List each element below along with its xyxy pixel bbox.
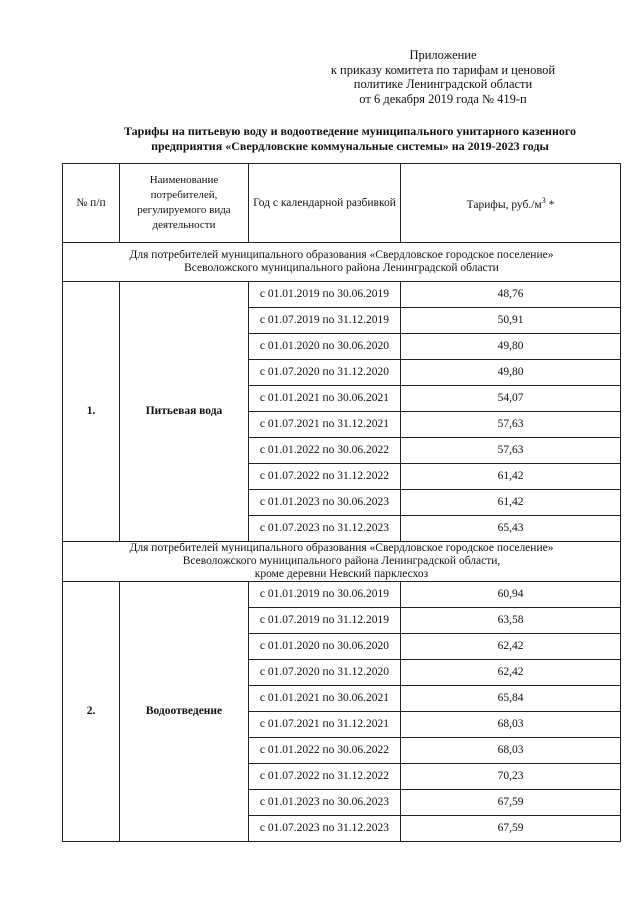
tariff-cell: 61,42 xyxy=(401,464,621,490)
tariff-cell: 61,42 xyxy=(401,490,621,516)
section-heading-row xyxy=(63,243,621,282)
tariff-cell: 57,63 xyxy=(401,412,621,438)
tariff-cell: 57,63 xyxy=(401,438,621,464)
appendix-line: к приказу комитета по тарифам и ценовой xyxy=(330,62,556,77)
tariff-table xyxy=(62,163,621,842)
tariff-cell: 60,94 xyxy=(401,582,621,608)
tariff-cell: 68,03 xyxy=(401,738,621,764)
section-heading-row xyxy=(63,542,621,582)
tariff-cell: 48,76 xyxy=(401,282,621,308)
period-cell: с 01.07.2019 по 31.12.2019 xyxy=(249,308,401,334)
section-heading-line: Для потребителей муниципального образования «Свердловское городское поселение» xyxy=(129,542,554,554)
tariff-cell: 67,59 xyxy=(401,816,621,842)
tariff-cell: 65,43 xyxy=(401,516,621,542)
service-name: Водоотведение xyxy=(120,582,249,842)
service-name: Питьевая вода xyxy=(120,282,249,542)
period-cell: с 01.01.2023 по 30.06.2023 xyxy=(249,790,401,816)
section-heading xyxy=(63,243,621,282)
period-cell: с 01.07.2019 по 31.12.2019 xyxy=(249,608,401,634)
tariff-cell: 67,59 xyxy=(401,790,621,816)
header-number: № п/п xyxy=(63,164,120,243)
period-cell: с 01.07.2022 по 31.12.2022 xyxy=(249,464,401,490)
period-cell: с 01.01.2022 по 30.06.2022 xyxy=(249,438,401,464)
period-cell: с 01.01.2020 по 30.06.2020 xyxy=(249,634,401,660)
tariff-cell: 50,91 xyxy=(401,308,621,334)
header-period: Год с календарной разбивкой xyxy=(249,164,401,243)
title-line: предприятия «Свердловские коммунальные системы» на 2019-2023 годы xyxy=(151,138,549,153)
tariff-cell: 70,23 xyxy=(401,764,621,790)
title-line: Тарифы на питьевую воду и водоотведение муниципального унитарного казенного xyxy=(123,124,577,138)
period-cell: с 01.01.2023 по 30.06.2023 xyxy=(249,490,401,516)
period-cell: с 01.01.2019 по 30.06.2019 xyxy=(249,582,401,608)
section-heading-line: Всеволожского муниципального района Ленинградской области, xyxy=(182,555,501,567)
row-number: 1. xyxy=(63,282,120,542)
tariff-cell: 54,07 xyxy=(401,386,621,412)
period-cell: с 01.01.2019 по 30.06.2019 xyxy=(249,282,401,308)
period-cell: с 01.01.2020 по 30.06.2020 xyxy=(249,334,401,360)
period-cell: с 01.07.2021 по 31.12.2021 xyxy=(249,712,401,738)
period-cell: с 01.07.2020 по 31.12.2020 xyxy=(249,360,401,386)
header-tariff xyxy=(401,164,621,243)
section-heading xyxy=(63,542,621,582)
tariff-cell: 62,42 xyxy=(401,660,621,686)
tariff-cell: 49,80 xyxy=(401,334,621,360)
header-tariff-superscript: 3 xyxy=(541,196,546,206)
header-tariff-footnote-mark: * xyxy=(545,198,555,211)
period-cell: с 01.07.2023 по 31.12.2023 xyxy=(249,816,401,842)
period-cell: с 01.07.2020 по 31.12.2020 xyxy=(249,660,401,686)
section-heading-line: Всеволожского муниципального района Ленинградской области xyxy=(184,262,499,274)
period-cell: с 01.01.2021 по 30.06.2021 xyxy=(249,686,401,712)
period-cell: с 01.07.2022 по 31.12.2022 xyxy=(249,764,401,790)
appendix-line: политике Ленинградской области xyxy=(353,77,533,91)
header-consumer-name: Наименование потребителей, регулируемого вида деятельности xyxy=(120,164,249,243)
appendix-line: Приложение xyxy=(409,48,477,62)
appendix-line: от 6 декабря 2019 года № 419-п xyxy=(359,91,527,106)
table-row xyxy=(63,582,621,608)
period-cell: с 01.01.2021 по 30.06.2021 xyxy=(249,386,401,412)
table-header-row xyxy=(63,164,621,243)
table-row xyxy=(63,282,621,308)
tariff-cell: 62,42 xyxy=(401,634,621,660)
tariff-cell: 68,03 xyxy=(401,712,621,738)
section-heading-line: Для потребителей муниципального образования «Свердловское городское поселение» xyxy=(129,249,554,261)
row-number: 2. xyxy=(63,582,120,842)
period-cell: с 01.01.2022 по 30.06.2022 xyxy=(249,738,401,764)
section-heading-line: кроме деревни Невский парклесхоз xyxy=(254,568,429,580)
header-tariff-label: Тарифы, руб./м xyxy=(466,198,542,211)
appendix-block xyxy=(300,48,586,106)
document-title xyxy=(90,124,610,153)
period-cell: с 01.07.2021 по 31.12.2021 xyxy=(249,412,401,438)
tariff-cell: 63,58 xyxy=(401,608,621,634)
tariff-cell: 49,80 xyxy=(401,360,621,386)
tariff-cell: 65,84 xyxy=(401,686,621,712)
period-cell: с 01.07.2023 по 31.12.2023 xyxy=(249,516,401,542)
